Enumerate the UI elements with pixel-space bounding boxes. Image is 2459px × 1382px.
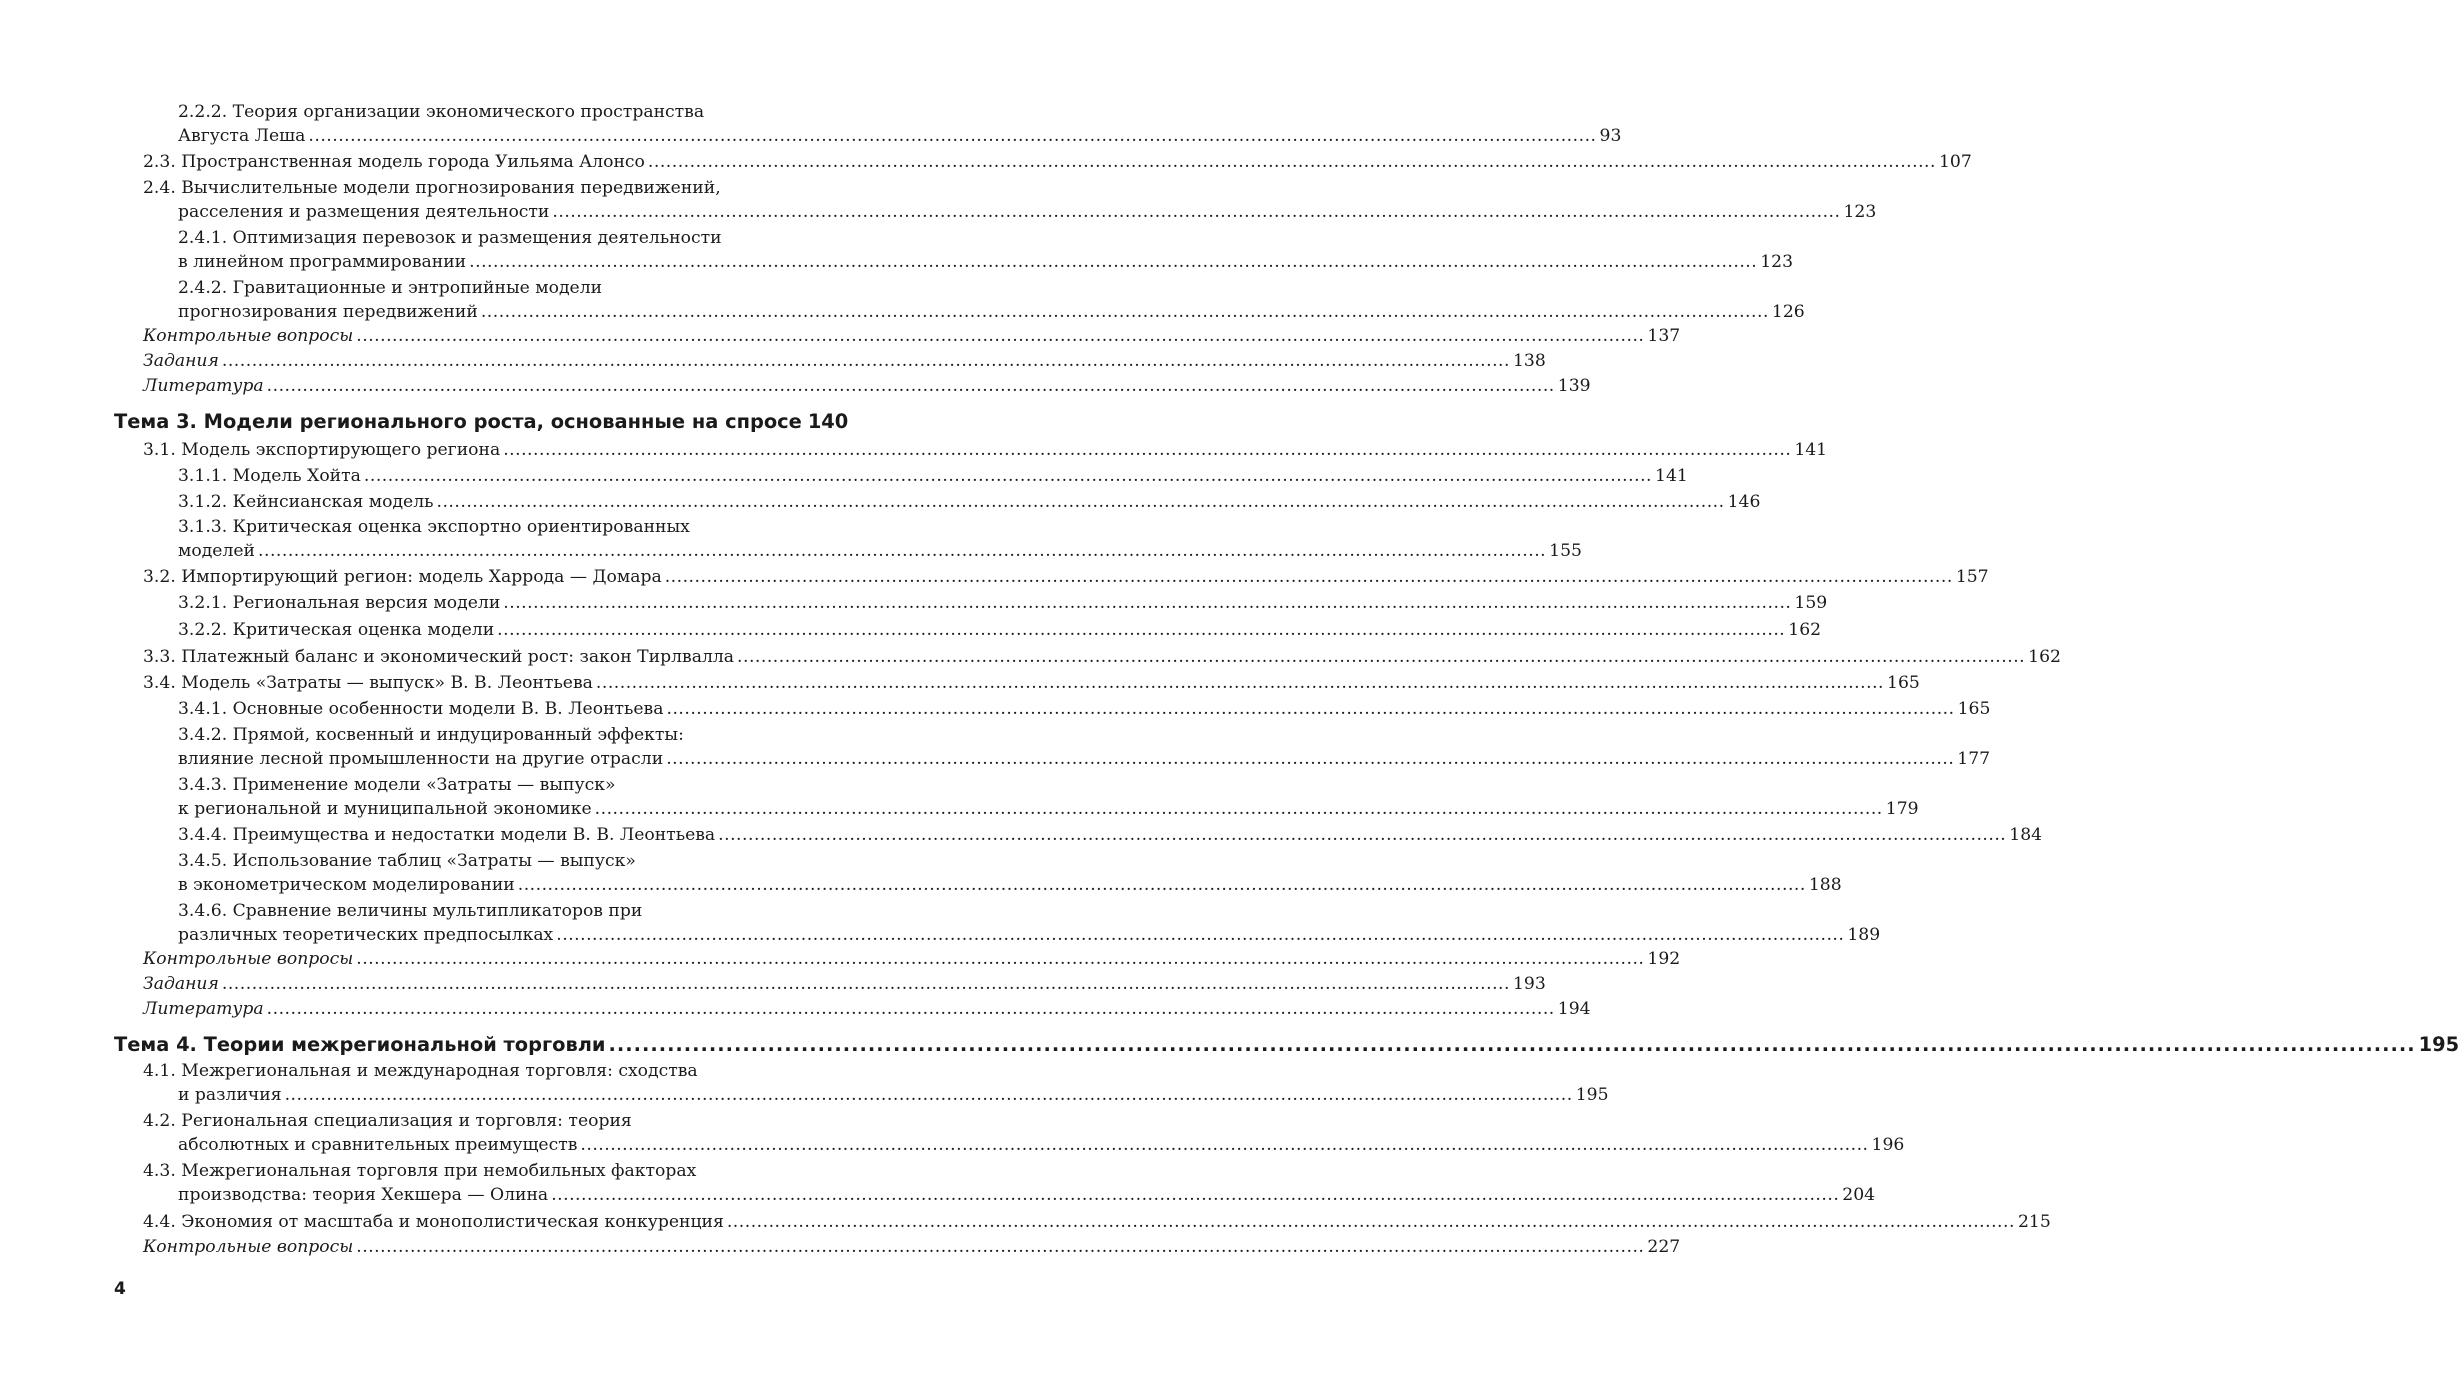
toc-entry-title: 3.4.6. Сравнение величины мультипликаторов при [178,901,643,921]
dot-leader [469,250,1757,274]
toc-entry-title: 3.4.2. Прямой, косвенный и индуцированный эффекты: [178,725,684,745]
toc-entry-title-cont: в линейном программировании [178,252,467,272]
toc-page-number: 139 [1557,376,1591,396]
toc-page-number: 195 [2418,1033,2459,1056]
toc-entry-title-cont: в эконометрическом моделировании [178,875,515,895]
toc-entry-title: 3.1.1. Модель Хойта [178,466,361,486]
dot-leader [518,873,1806,897]
toc-page-number: 141 [1655,466,1688,486]
toc-entry-title-cont: влияние лесной промышленности на другие отрасли [178,749,664,769]
toc-entry-title: Литература [143,376,264,396]
dot-leader [356,947,1644,971]
toc-page-number: 177 [1957,749,1991,769]
toc-entry-title-cont: производства: теория Хекшера — Олина [178,1185,549,1205]
dot-leader [222,972,1510,996]
toc-entry-title: 3.4.4. Преимущества и недостатки модели В. В. Леонтьева [178,825,716,845]
toc-entry-title: Задания [143,351,219,371]
toc-entry-title-cont: расселения и размещения деятельности [178,202,550,222]
toc-entry-title: 2.2.2. Теория организации экономического пространства [178,102,705,122]
toc-page-number: 107 [1939,152,1972,172]
toc-page-number: 215 [2017,1212,2051,1232]
toc-page-number: 162 [2028,647,2061,667]
toc-entry-title: 3.2.1. Региональная версия модели [178,593,501,613]
toc-entry-title: Контрольные вопросы [143,326,354,346]
toc-page-number: 138 [1512,351,1546,371]
dot-leader [437,490,1725,514]
toc-entry-title: Задания [143,974,219,994]
toc-page-number: 165 [1957,699,1991,719]
toc-entry-title-cont: различных теоретических предпосылках [178,925,554,945]
toc-entry-title-cont: прогнозирования передвижений [178,302,478,322]
toc-entry-title: 4.2. Региональная специализация и торговля: теория [143,1111,632,1131]
dot-leader [267,374,1555,398]
toc-page-number: 157 [1955,567,1989,587]
dot-leader [497,618,1785,642]
toc-page-number: 227 [1647,1237,1681,1257]
dot-leader [503,591,1791,615]
toc-entry-title: 3.4. Модель «Затраты — выпуск» В. В. Леонтьева [143,673,593,693]
dot-leader [665,565,1953,589]
toc-page-number: 193 [1512,974,1546,994]
toc-page-number: 93 [1599,126,1622,146]
toc-page-number: 195 [1575,1085,1609,1105]
toc-page-number: 146 [1727,492,1761,512]
toc-entry-title: 3.2.2. Критическая оценка модели [178,620,495,640]
toc-entry-title: 2.3. Пространственная модель города Уильяма Алонсо [143,152,645,172]
dot-leader [718,823,2006,847]
toc-page-number: 155 [1549,541,1582,561]
toc-page-number: 184 [2009,825,2043,845]
dot-leader [481,300,1769,324]
toc-entry-title-cont: абсолютных и сравнительных преимуществ [178,1135,578,1155]
toc-page-number: 196 [1871,1135,1905,1155]
dot-leader [267,997,1555,1021]
toc-entry-title: 3.3. Платежный баланс и экономический рост: закон Тирлвалла [143,647,735,667]
dot-leader [596,671,1884,695]
toc-page-number: 137 [1647,326,1681,346]
toc-entry-title: 2.4. Вычислительные модели прогнозирования передвижений, [143,178,721,198]
dot-leader [552,200,1840,224]
dot-leader [666,697,1954,721]
dot-leader [727,1210,2015,1234]
toc-page-number: 126 [1771,302,1805,322]
dot-leader [595,797,1883,821]
toc-page-number: 165 [1887,673,1920,693]
toc-entry-title: 2.4.1. Оптимизация перевозок и размещения деятельности [178,228,722,248]
toc-page-number: 159 [1794,593,1828,613]
toc-topic-title: Тема 4. Теории межрегиональной торговли [114,1033,606,1056]
toc-entry-title: Контрольные вопросы [143,1237,354,1257]
toc-topic-title: Тема 3. Модели регионального роста, основанные на спросе [114,410,802,433]
toc-page-number: 141 [1794,440,1828,460]
dot-leader [222,349,1510,373]
toc-entry-title: 4.4. Экономия от масштаба и монополистическая конкуренция [143,1212,724,1232]
toc-entry-title: 2.4.2. Гравитационные и энтропийные модели [178,278,603,298]
toc-page-number: 179 [1885,799,1919,819]
toc-entry-title-cont: моделей [178,541,256,561]
dot-leader [551,1183,1839,1207]
toc-entry-title-cont: и различия [178,1085,282,1105]
toc-page-number: 123 [1760,252,1794,272]
dot-leader [356,1235,1644,1259]
dot-leader [308,124,1596,148]
dot-leader [258,539,1546,563]
toc-page-number: 123 [1843,202,1877,222]
dot-leader [556,923,1844,947]
dot-leader [503,438,1791,462]
toc-entry-title: 3.1.2. Кейнсианская модель [178,492,434,512]
toc-entry-title: 3.1.3. Критическая оценка экспортно ориентированных [178,517,690,537]
page-number: 4 [114,1279,126,1299]
toc-page-number: 140 [807,410,849,433]
toc-page-number: 194 [1557,999,1591,1019]
dot-leader [580,1133,1868,1157]
toc-page-number: 204 [1842,1185,1876,1205]
toc-entry-title-cont: к региональной и муниципальной экономике [178,799,592,819]
toc-entry-title: 3.2. Импортирующий регион: модель Харрода — Домара [143,567,662,587]
toc-entry-title: 4.3. Межрегиональная торговля при немобильных факторах [143,1161,697,1181]
dot-leader [666,747,1954,771]
toc-entry-title: Литература [143,999,264,1019]
toc-entry-title: 3.4.1. Основные особенности модели В. В. Леонтьева [178,699,664,719]
dot-leader [737,645,2025,669]
toc-entry-title: 3.1. Модель экспортирующего региона [143,440,501,460]
toc-entry-title: 3.4.5. Использование таблиц «Затраты — выпуск» [178,851,636,871]
toc-entry-title: Контрольные вопросы [143,949,354,969]
toc-entry-title-cont: Августа Леша [178,126,306,146]
toc-page-number: 188 [1808,875,1842,895]
dot-leader [364,464,1652,488]
toc-page-number: 189 [1847,925,1881,945]
dot-leader [648,150,1936,174]
toc-page-number: 162 [1788,620,1822,640]
dot-leader [356,324,1644,348]
toc-entry-title: 4.1. Межрегиональная и международная торговля: сходства [143,1061,698,1081]
toc-entry-title: 3.4.3. Применение модели «Затраты — выпуск» [178,775,616,795]
toc-page-number: 192 [1647,949,1681,969]
dot-leader [285,1083,1573,1107]
dot-leader [609,1031,2416,1059]
